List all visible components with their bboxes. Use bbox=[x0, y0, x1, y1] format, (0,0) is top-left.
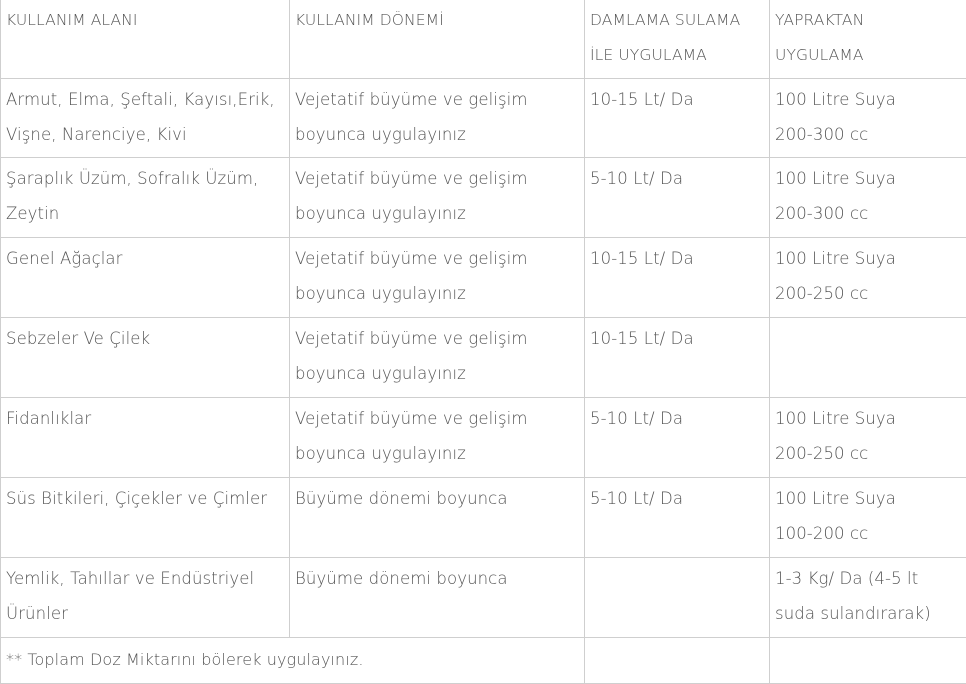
cell-usage-period: Vejetatif büyüme ve gelişim boyunca uygulayınız bbox=[290, 397, 585, 477]
cell-usage-period: Vejetatif büyüme ve gelişim boyunca uygulayınız bbox=[290, 78, 585, 157]
cell-foliar-dose: 1-3 Kg/ Da (4-5 lt suda sulandırarak) bbox=[770, 557, 966, 637]
header-usage-area: KULLANIM ALANI bbox=[1, 0, 290, 78]
cell-foliar-dose: 100 Litre Suya 100-200 cc bbox=[770, 477, 966, 557]
table-row bbox=[1, 317, 966, 397]
cell-usage-area: Sebzeler Ve Çilek bbox=[1, 317, 290, 397]
cell-usage-area: Süs Bitkileri, Çiçekler ve Çimler bbox=[1, 477, 290, 557]
cell-usage-area: Yemlik, Tahıllar ve Endüstriyel Ürünler bbox=[1, 557, 290, 637]
cell-usage-period: Vejetatif büyüme ve gelişim boyunca uygulayınız bbox=[290, 157, 585, 237]
cell-usage-area: Armut, Elma, Şeftali, Kayısı,Erik, Vişne, Narenciye, Kivi bbox=[1, 78, 290, 157]
cell-usage-period: Vejetatif büyüme ve gelişim boyunca uygulayınız bbox=[290, 237, 585, 317]
cell-drip-dose: 5-10 Lt/ Da bbox=[585, 477, 770, 557]
cell-foliar-dose: 100 Litre Suya 200-300 cc bbox=[770, 78, 966, 157]
cell-foliar-dose: 100 Litre Suya 200-250 cc bbox=[770, 237, 966, 317]
table-row bbox=[1, 557, 966, 637]
header-foliar-application: YAPRAKTAN UYGULAMA bbox=[770, 0, 966, 78]
table-row bbox=[1, 157, 966, 237]
cell-foliar-dose bbox=[770, 317, 966, 397]
header-usage-period: KULLANIM DÖNEMİ bbox=[290, 0, 585, 78]
cell-foliar-dose: 100 Litre Suya 200-250 cc bbox=[770, 397, 966, 477]
cell-usage-period: Vejetatif büyüme ve gelişim boyunca uygulayınız bbox=[290, 317, 585, 397]
cell-usage-area: Fidanlıklar bbox=[1, 397, 290, 477]
cell-usage-area: Şaraplık Üzüm, Sofralık Üzüm, Zeytin bbox=[1, 157, 290, 237]
cell-usage-area: Genel Ağaçlar bbox=[1, 237, 290, 317]
footer-empty-cell bbox=[585, 637, 770, 683]
cell-drip-dose: 5-10 Lt/ Da bbox=[585, 397, 770, 477]
table-row bbox=[1, 237, 966, 317]
table-row bbox=[1, 477, 966, 557]
cell-drip-dose bbox=[585, 557, 770, 637]
footnote: ** Toplam Doz Miktarını bölerek uygulayınız. bbox=[1, 637, 585, 683]
cell-drip-dose: 5-10 Lt/ Da bbox=[585, 157, 770, 237]
cell-drip-dose: 10-15 Lt/ Da bbox=[585, 237, 770, 317]
header-drip-irrigation: DAMLAMA SULAMA İLE UYGULAMA bbox=[585, 0, 770, 78]
cell-drip-dose: 10-15 Lt/ Da bbox=[585, 78, 770, 157]
cell-foliar-dose: 100 Litre Suya 200-300 cc bbox=[770, 157, 966, 237]
cell-usage-period: Büyüme dönemi boyunca bbox=[290, 477, 585, 557]
table-row bbox=[1, 397, 966, 477]
table-row bbox=[1, 78, 966, 157]
table-header-row bbox=[1, 0, 966, 78]
table-footer-row bbox=[1, 637, 966, 683]
footer-empty-cell bbox=[770, 637, 966, 683]
cell-usage-period: Büyüme dönemi boyunca bbox=[290, 557, 585, 637]
cell-drip-dose: 10-15 Lt/ Da bbox=[585, 317, 770, 397]
